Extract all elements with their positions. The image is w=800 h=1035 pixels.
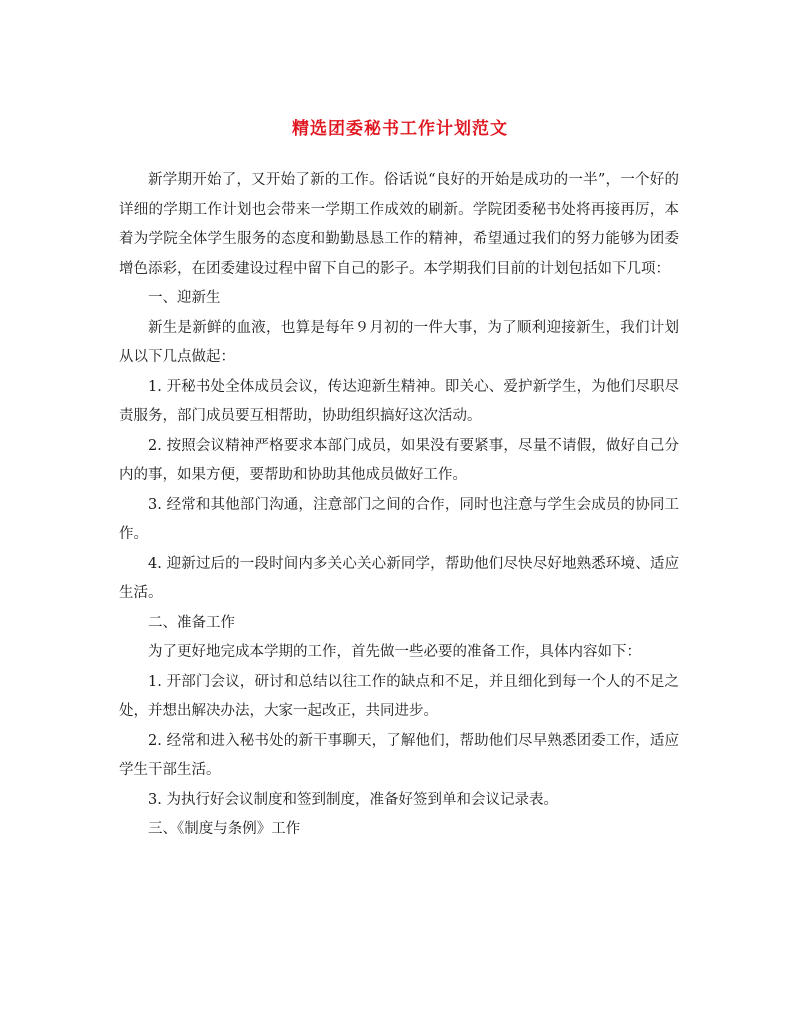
welcome-item-2: 2. 按照会议精神严格要求本部门成员，如果没有要紧事，尽量不请假，做好自己分内的事，如果方便，要帮助和协助其他成员做好工作。 (119, 437, 679, 483)
section-heading-welcome: 一、迎新生 (148, 290, 221, 306)
preparation-intro-paragraph: 为了更好地完成本学期的工作，首先做一些必要的准备工作，具体内容如下： (148, 644, 641, 660)
preparation-item-1: 1. 开部门会议，研讨和总结以往工作的缺点和不足，并且细化到每一个人的不足之处，并想出解决办法，大家一起改正，共同进步。 (119, 673, 679, 719)
section-heading-preparation: 二、准备工作 (148, 614, 235, 631)
intro-paragraph: 新学期开始了，又开始了新的工作。俗话说“良好的开始是成功的一半”，一个好的详细的学期工作计划也会带来一学期工作成效的刷新。学院团委秘书处将再接再厉，本着为学院全体学生服务的态度和勤勤恳恳工作的精神，希望通过我们的努力能够为团委增色添彩，在团委建设过程中留下自己的影子。本学期我们目前的计划包括如下几项： (119, 172, 679, 277)
section-heading-regulations: 三、《制度与条例》工作 (148, 821, 301, 837)
welcome-item-3: 3. 经常和其他部门沟通，注意部门之间的合作，同时也注意与学生会成员的协同工作。 (119, 496, 679, 542)
welcome-intro-paragraph: 新生是新鲜的血液，也算是每年９月初的一件大事，为了顺利迎接新生，我们计划从以下几点做起： (119, 319, 679, 365)
welcome-item-4: 4. 迎新过后的一段时间内多关心关心新同学，帮助他们尽快尽好地熟悉环境、适应生活。 (119, 555, 679, 601)
preparation-item-3: 3. 为执行好会议制度和签到制度，准备好签到单和会议记录表。 (148, 791, 558, 808)
document-title: 精选团委秘书工作计划范文 (292, 119, 508, 140)
document-body (119, 166, 679, 845)
preparation-item-2: 2. 经常和进入秘书处的新干事聊天，了解他们，帮助他们尽早熟悉团委工作，适应学生干部生活。 (119, 732, 679, 778)
welcome-item-1: 1. 开秘书处全体成员会议，传达迎新生精神。即关心、爱护新学生，为他们尽职尽责服务，部门成员要互相帮助，协助组织搞好这次活动。 (119, 378, 679, 424)
